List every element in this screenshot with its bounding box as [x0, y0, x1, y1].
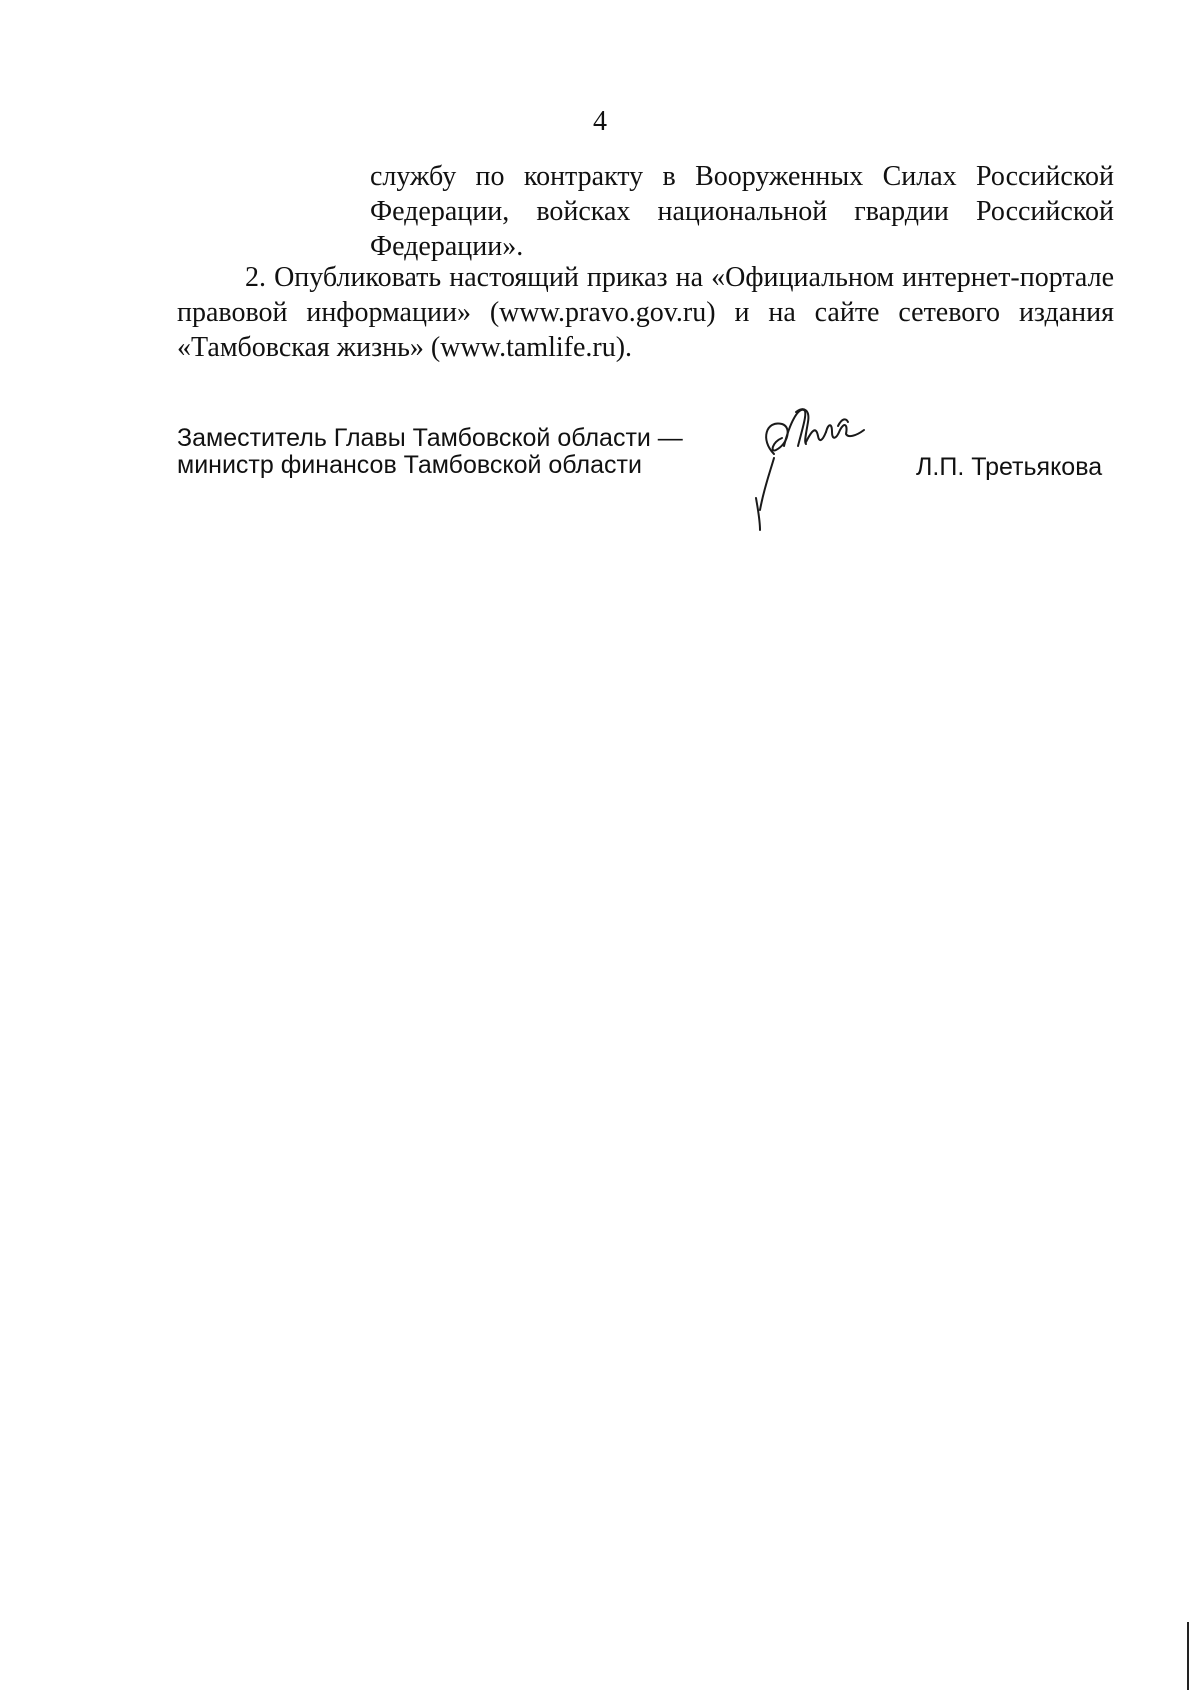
paragraph-continuation: службу по контракту в Вооруженных Силах Российской Федерации, войсках национальной гвардии Российской Федерации». — [370, 161, 1114, 262]
paragraph-item-2: 2. Опубликовать настоящий приказ на «Официальном интернет-портале правовой информации» (www.pravo.gov.ru) и на сайте сетевого издания «Тамбовская жизнь» (www.tamlife.ru). — [177, 262, 1114, 363]
signer-name: Л.П. Третьякова — [916, 453, 1103, 481]
page-number: 4 — [593, 106, 607, 137]
signer-position-line-1: Заместитель Главы Тамбовской области — — [177, 424, 683, 452]
scan-edge-mark — [1187, 1622, 1189, 1690]
handwritten-signature — [752, 402, 892, 552]
signer-position-line-2: министр финансов Тамбовской области — [177, 451, 642, 479]
signer-position — [177, 425, 737, 479]
